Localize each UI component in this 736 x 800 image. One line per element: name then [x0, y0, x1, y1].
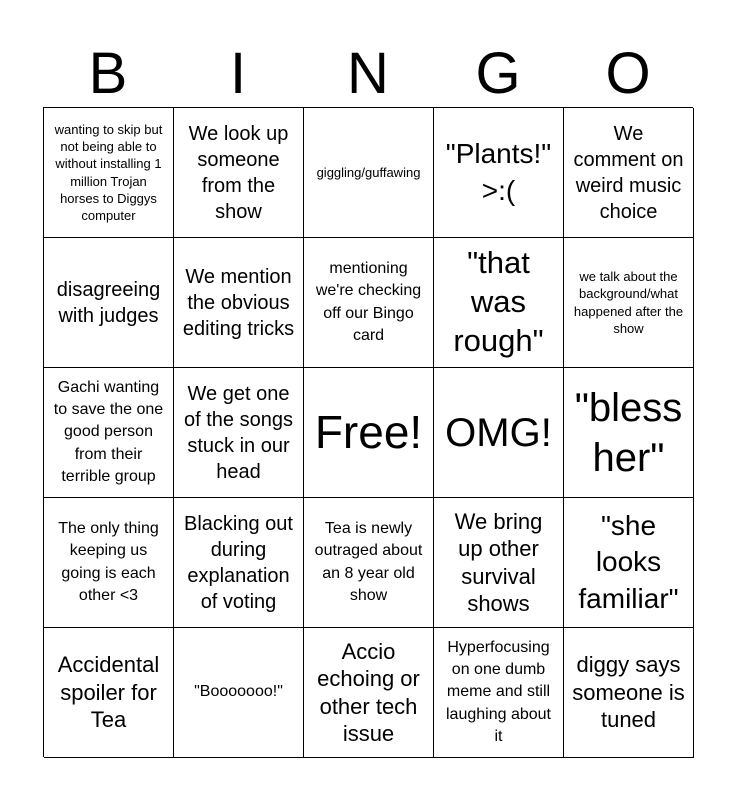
bingo-cell[interactable]: diggy says someone is tuned: [564, 628, 694, 758]
bingo-cell[interactable]: We look up someone from the show: [174, 108, 304, 238]
bingo-cell[interactable]: The only thing keeping us going is each other <3: [44, 498, 174, 628]
header-letter-o: O: [605, 41, 651, 106]
bingo-cell[interactable]: Blacking out during explanation of voting: [174, 498, 304, 628]
bingo-cell[interactable]: mentioning we're checking off our Bingo card: [304, 238, 434, 368]
bingo-cell[interactable]: disagreeing with judges: [44, 238, 174, 368]
bingo-grid: [43, 107, 693, 757]
bingo-cell[interactable]: "Booooooo!": [174, 628, 304, 758]
bingo-cell[interactable]: Gachi wanting to save the one good person from their terrible group: [44, 368, 174, 498]
bingo-cell free-space[interactable]: Free!: [304, 368, 434, 498]
bingo-cell[interactable]: OMG!: [434, 368, 564, 498]
header-letter-b: B: [88, 41, 128, 106]
bingo-header: [43, 40, 693, 108]
bingo-cell[interactable]: "bless her": [564, 368, 694, 498]
bingo-cell[interactable]: We bring up other survival shows: [434, 498, 564, 628]
bingo-cell[interactable]: wanting to skip but not being able to without installing 1 million Trojan horses to Diggys computer: [44, 108, 174, 238]
bingo-cell[interactable]: Accio echoing or other tech issue: [304, 628, 434, 758]
bingo-cell[interactable]: "Plants!" >:(: [434, 108, 564, 238]
header-letter-i: I: [229, 41, 247, 106]
bingo-cell[interactable]: We comment on weird music choice: [564, 108, 694, 238]
header-letter-n: N: [347, 41, 389, 106]
bingo-cell[interactable]: We get one of the songs stuck in our head: [174, 368, 304, 498]
bingo-cell[interactable]: "she looks familiar": [564, 498, 694, 628]
bingo-cell[interactable]: We mention the obvious editing tricks: [174, 238, 304, 368]
bingo-cell[interactable]: we talk about the background/what happened after the show: [564, 238, 694, 368]
bingo-cell[interactable]: Tea is newly outraged about an 8 year old show: [304, 498, 434, 628]
header-letter-g: G: [475, 41, 521, 106]
bingo-cell[interactable]: giggling/guffawing: [304, 108, 434, 238]
bingo-cell[interactable]: Accidental spoiler for Tea: [44, 628, 174, 758]
bingo-cell[interactable]: Hyperfocusing on one dumb meme and still laughing about it: [434, 628, 564, 758]
bingo-cell[interactable]: "that was rough": [434, 238, 564, 368]
